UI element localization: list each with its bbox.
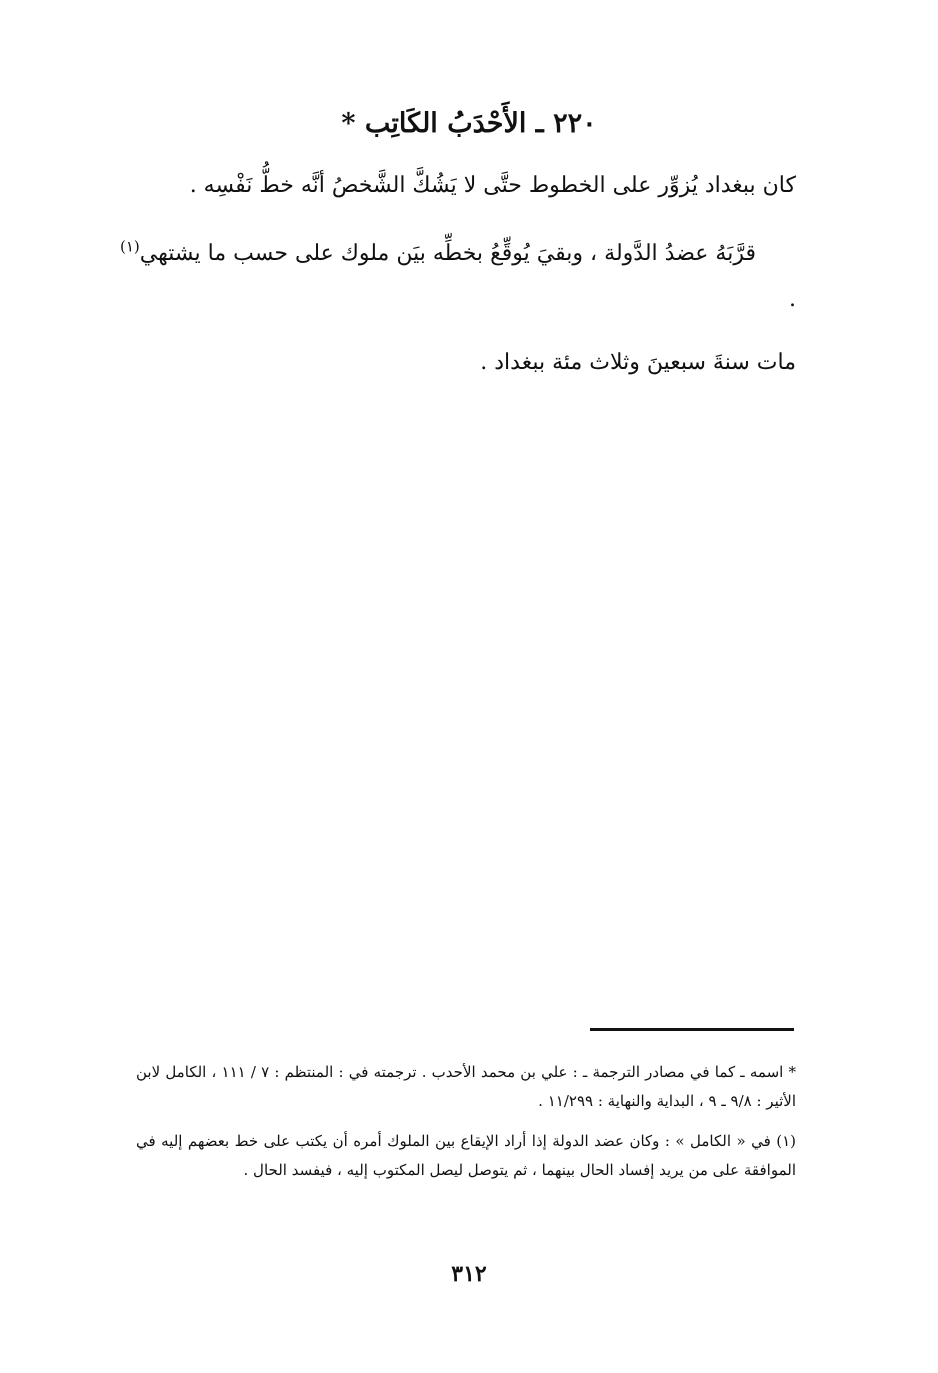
page-number: ٣١٢ (451, 1261, 487, 1287)
paragraph-3: مات سنةَ سبعينَ وثلاث مئة ببغداد . (480, 350, 796, 375)
footnote-sources: * اسمه ـ كما في مصادر الترجمة ـ : علي بن محمد الأحدب . ترجمته في : المنتظم : ٧ / ١١١ ، الكامل لابن الأثير : ٩/٨ ـ ٩ ، البداية والنهاية : ١١/٢٩٩ . (136, 1063, 797, 1110)
footnote-separator (590, 1028, 794, 1031)
paragraph-2-text: قرَّبَهُ عضدُ الدَّولة ، وبقيَ يُوقِّعُ بخطِّه بيَن ملوك على حسب ما يشتهي (139, 241, 756, 266)
paragraph-1: كان ببغداد يُزوِّر على الخطوط حتَّى لا يَشُكَّ الشَّخصُ أنَّه خطُّ نَفْسِه . (189, 173, 796, 198)
footnote-reference: (١) (120, 237, 140, 256)
paragraph-2-end: . (789, 287, 796, 312)
entry-title: ٢٢٠ ـ الأَحْدَبُ الكَاتِب * (341, 108, 597, 139)
paragraph-2 (120, 231, 796, 323)
footnote-1: (١) في « الكامل » : وكان عضد الدولة إذا أراد الإيقاع بين الملوك أمره أن يكتب على خط بعضهم إليه في الموافقة على من يريد إفساد الحال بينهما ، ثم يتوصل ليصل المكتوب إليه ، فيفسد الحال . (136, 1132, 796, 1179)
